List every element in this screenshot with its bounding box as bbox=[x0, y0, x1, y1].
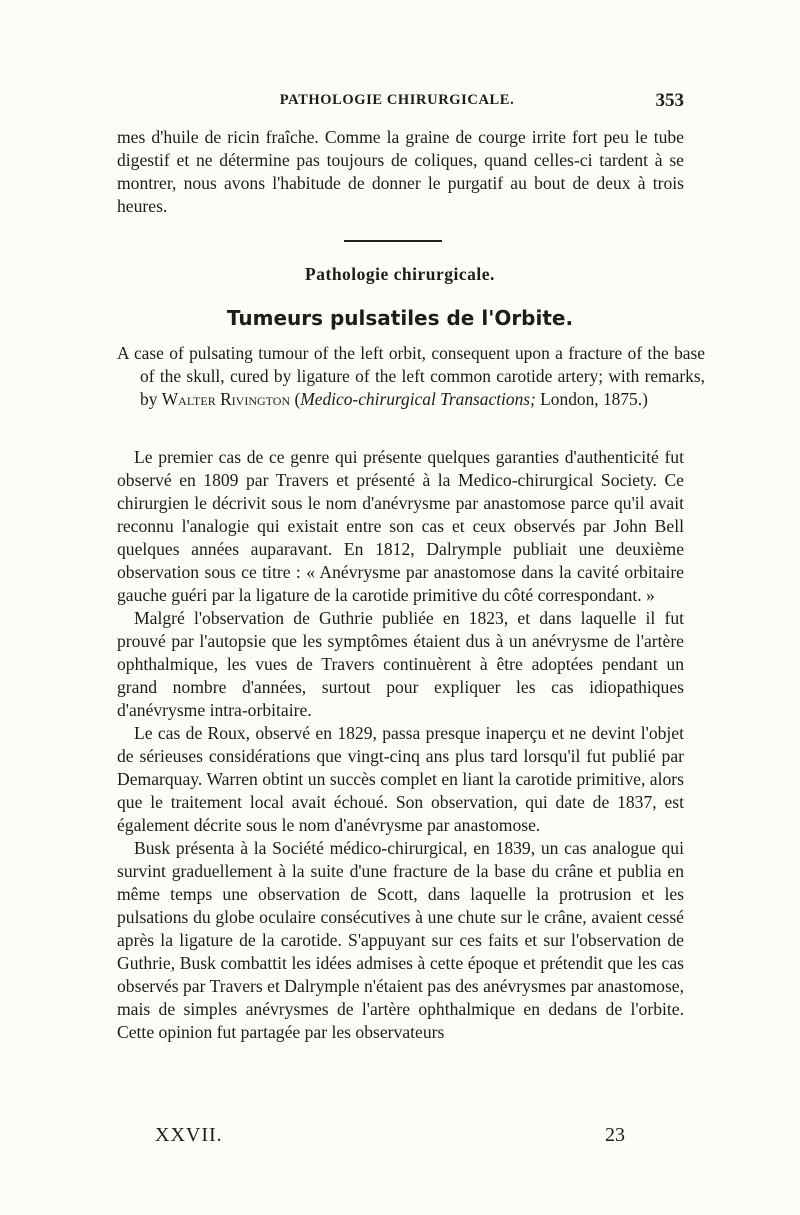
citation-open-paren: ( bbox=[294, 389, 301, 409]
citation-author: Walter Rivington bbox=[161, 389, 291, 409]
page-footer bbox=[155, 1124, 625, 1150]
sheet-number: 23 bbox=[605, 1124, 625, 1146]
article-body bbox=[117, 446, 684, 1044]
bibliographic-citation bbox=[117, 342, 705, 411]
section-title: Pathologie chirurgicale. bbox=[305, 264, 495, 284]
body-paragraph: Malgré l'observation de Guthrie publiée en 1823, et dans laquelle il fut prouvé par l'autopsie que les symptômes étaient dus à un anévrysme de l'artère ophthalmique, les vues de Travers continuèrent à être adoptées pendant un grand nombre d'années, surtout pour expliquer les cas idiopathiques d'anévrysme intra-orbitaire. bbox=[117, 608, 684, 720]
opening-paragraph-block bbox=[117, 126, 684, 218]
running-head bbox=[110, 92, 684, 116]
page-number: 353 bbox=[655, 90, 684, 111]
citation-journal: Medico-chirurgical Transactions; bbox=[300, 389, 536, 409]
running-title: PATHOLOGIE CHIRURGICALE. bbox=[279, 92, 515, 108]
body-paragraph: Le cas de Roux, observé en 1829, passa presque inaperçu et ne devint l'objet de sérieuses considérations que vingt-cinq ans plus tard lorsqu'il fut publié par Demarquay. Warren obtint un succès complet en liant la carotide primitive, alors que le traitement local avait échoué. Son observation, qui date de 1837, est également décrite sous le nom d'anévrysme par anastomose. bbox=[117, 723, 684, 835]
signature-mark: XXVII. bbox=[155, 1124, 223, 1146]
section-divider-rule bbox=[344, 240, 442, 242]
body-paragraph: Busk présenta à la Société médico-chirurgical, en 1839, un cas analogue qui survint graduellement à la suite d'une fracture de la base du crâne et publia en même temps une observation de Scott, dans laquelle la protrusion et les pulsations du globe oculaire consécutives à une chute sur le crâne, avaient cessé après la ligature de la carotide. S'appuyant sur ces faits et sur l'observation de Guthrie, Busk combattit les idées admises à cette époque et prétendit que les cas observés par Travers et Dalrymple n'étaient pas des anévrysmes par anastomose, mais de simples anévrysmes de l'artère ophthalmique en dedans de l'orbite. Cette opinion fut partagée par les observateurs bbox=[117, 838, 684, 1042]
citation-place-year: London, 1875.) bbox=[535, 389, 648, 409]
body-paragraph: Le premier cas de ce genre qui présente quelques garanties d'authenticité fut observé en 1809 par Travers et présenté à la Medico-chirurgical Society. Ce chirurgien le décrivit sous le nom d'anévrysme par anastomose parce qu'il avait reconnu l'analogie qui existait entre son cas et ceux observés par John Bell quelques années auparavant. En 1812, Dalrymple publiait une deuxième observation sous ce titre : « Anévrysme par anastomose dans la cavité orbitaire gauche guéri par la ligature de la carotide primitive du côté correspondant. » bbox=[117, 447, 684, 605]
opening-paragraph: mes d'huile de ricin fraîche. Comme la graine de courge irrite fort peu le tube digestif et ne détermine pas toujours de coliques, quand celles-ci tardent à se montrer, nous avons l'habitude de donner le purgatif au bout de deux à trois heures. bbox=[117, 127, 684, 216]
article-title: Tumeurs pulsatiles de l'Orbite. bbox=[226, 306, 574, 330]
citation-text: A case of pulsating tumour of the left orbit, consequent upon a fracture of the base of the skull, cured by ligature of the left common carotide artery; with remarks, by bbox=[117, 343, 705, 409]
